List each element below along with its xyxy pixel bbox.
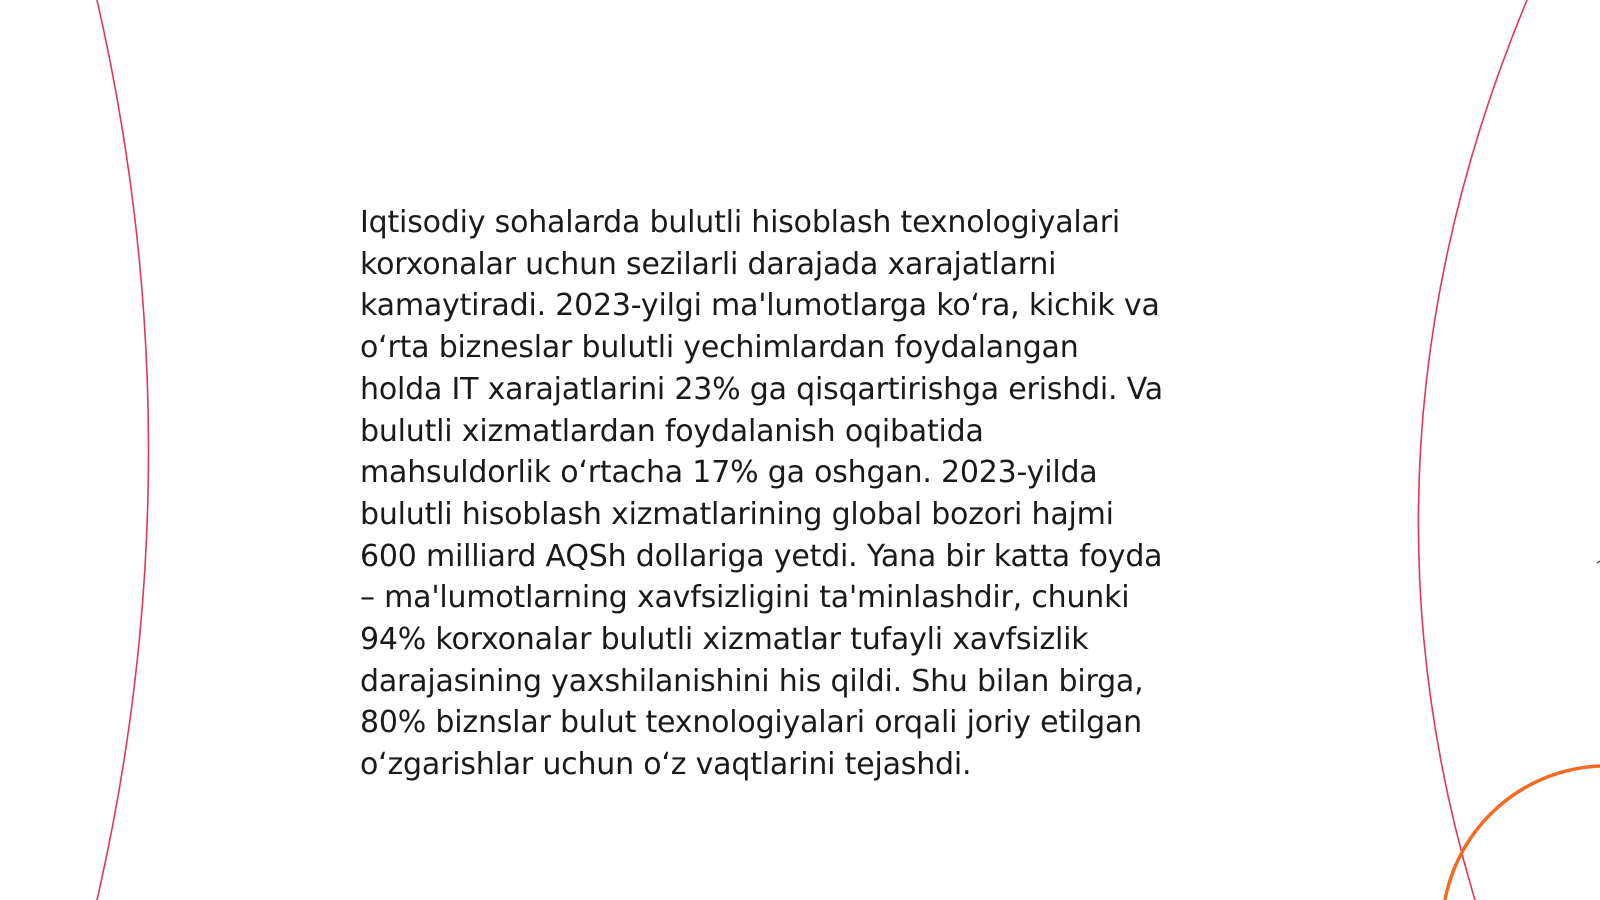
orange-circle-arc: [1445, 766, 1600, 900]
paragraph-line: bulutli xizmatlardan foydalanish oqibatida: [360, 413, 984, 449]
right-arc: [1418, 0, 1527, 900]
paragraph-line: 80% biznslar bulut texnologiyalari orqali joriy etilgan: [360, 705, 1142, 741]
paragraph-line: 600 milliard AQSh dollariga yetdi. Yana bir katta foyda: [360, 538, 1163, 574]
paragraph-line: darajasining yaxshilanishini his qildi. Shu bilan birga,: [360, 663, 1144, 699]
body-paragraph: [360, 202, 1250, 786]
paragraph-line: – ma'lumotlarning xavfsizligini ta'minlashdir, chunki: [360, 580, 1130, 616]
paragraph-line: holda IT xarajatlarini 23% ga qisqartirishga erishdi. Va: [360, 371, 1163, 407]
left-arc: [97, 0, 149, 900]
paragraph-line: kamaytiradi. 2023-yilgi ma'lumotlarga koʻra, kichik va: [360, 288, 1160, 324]
paragraph-line: Iqtisodiy sohalarda bulutli hisoblash texnologiyalari: [360, 205, 1120, 240]
paragraph-line: oʻrta bizneslar bulutli yechimlardan foydalangan: [360, 330, 1079, 366]
paragraph-line: bulutli hisoblash xizmatlarining global bozori hajmi: [360, 496, 1114, 532]
paragraph-line: oʻzgarishlar uchun oʻz vaqtlarini tejashdi.: [360, 747, 972, 783]
paragraph-line: 94% korxonalar bulutli xizmatlar tufayli xavfsizlik: [360, 622, 1089, 658]
paragraph-line: korxonalar uchun sezilarli darajada xarajatlarni: [360, 246, 1057, 282]
paragraph-line: mahsuldorlik oʻrtacha 17% ga oshgan. 2023-yilda: [360, 455, 1098, 491]
